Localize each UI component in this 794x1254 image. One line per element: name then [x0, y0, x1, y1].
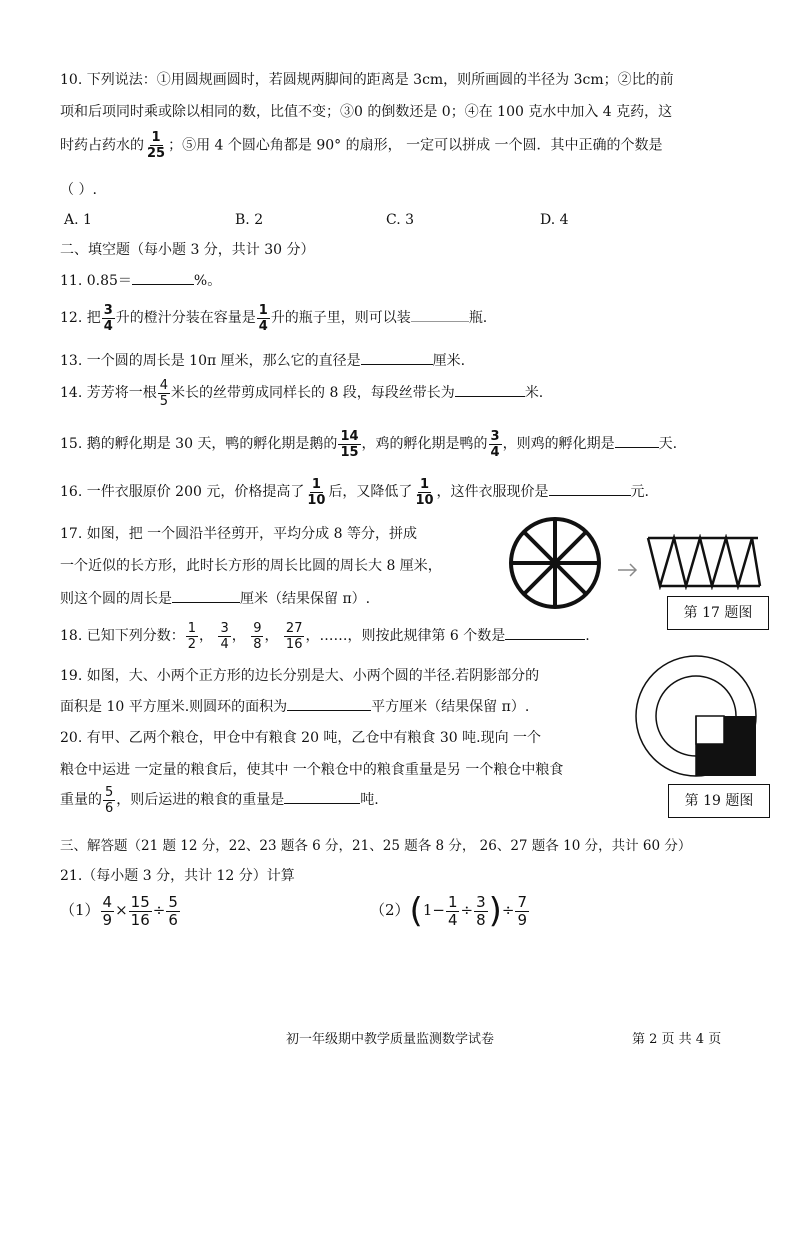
- q10-text: 时药占药水的: [60, 137, 144, 154]
- q18-period: .: [585, 628, 590, 644]
- q17-line2: 一个近似的长方形，此时长方形的周长比圆的周长大 8 厘米，: [60, 558, 442, 574]
- q20-unit: 吨.: [360, 792, 379, 808]
- frac-den: 6: [168, 910, 178, 929]
- q21-p1-frac3: [166, 894, 180, 929]
- q18-text: 18. 已知下列分数：: [60, 628, 185, 644]
- q10-option-c: C. 3: [386, 212, 415, 228]
- frac-num: 9: [253, 620, 262, 636]
- q15: [60, 426, 677, 462]
- frac-num: 3: [103, 302, 113, 318]
- q19-line2: [60, 696, 529, 717]
- footer-title: 初一年级期中教学质量监测数学试卷: [286, 1032, 495, 1047]
- q12-text3: 升的瓶子里，则可以装: [270, 310, 411, 326]
- q15-text2: ，鸡的孵化期是鸭的: [361, 436, 488, 452]
- frac-num: 1: [187, 620, 196, 636]
- q20-line2: 粮仓中运进 一定量的粮食后，使其中 一个粮仓中的粮食重量是另 一个粮仓中粮食: [60, 762, 564, 778]
- q15-unit: 天.: [658, 436, 678, 452]
- frac-num: 3: [220, 620, 229, 636]
- q19-line1: 19. 如图，大、小两个正方形的边长分别是大、小两个圆的半径.若阴影部分的: [60, 668, 540, 684]
- q21-p2-frac2: [474, 894, 488, 929]
- q19-text2: 平方厘米（结果保留 π）.: [371, 699, 530, 715]
- frac-den: 2: [187, 636, 196, 652]
- q20-text: 重量的: [60, 792, 102, 808]
- frac-num: 5: [105, 784, 114, 800]
- q16-text3: ，这件衣服现价是: [436, 484, 549, 500]
- q16-unit: 元.: [630, 484, 649, 500]
- q19-annulus-figure: [634, 654, 768, 780]
- q21-part1: [60, 890, 181, 930]
- q21-p1-frac2: [129, 894, 152, 929]
- q15-frac2: [489, 429, 502, 460]
- q17-circle-figure: [500, 516, 612, 610]
- q21-p1-frac1: [101, 894, 115, 929]
- q15-blank: [615, 433, 659, 448]
- q11: [60, 270, 221, 291]
- q16-blank: [549, 481, 631, 496]
- q18-frac4: [284, 621, 305, 652]
- q16-frac2: [413, 477, 435, 508]
- q14-frac: [158, 378, 170, 409]
- q16-text: 16. 一件衣服原价 200 元，价格提高了: [60, 484, 305, 500]
- q10-fraction: [145, 130, 167, 161]
- q10-text2: ；⑤用 4 个圆心角都是 90° 的扇形， 一定可以拼成 一个圆．其中正确的个数是: [168, 137, 663, 154]
- q12-frac2: [257, 303, 270, 334]
- q12-frac1: [102, 303, 115, 334]
- section3-heading: 三、解答题（21 题 12 分，22、23 题各 6 分，21、25 题各 8 分， 26、27 题各 10 分，共计 60 分）: [60, 838, 692, 854]
- q12-unit: 瓶.: [468, 310, 488, 326]
- frac-den: 10: [415, 492, 434, 508]
- right-paren: ): [488, 891, 502, 931]
- q21-part2: [370, 890, 530, 931]
- frac-num: 4: [102, 892, 113, 911]
- q17-text2: 厘米（结果保留 π）.: [240, 591, 371, 607]
- frac-num: 1: [258, 302, 268, 318]
- frac-num: 1: [419, 476, 429, 492]
- q17-blank: [172, 588, 240, 603]
- frac-den: 10: [307, 492, 326, 508]
- frac-num: 5: [168, 892, 178, 911]
- frac-num: 1: [447, 892, 458, 911]
- divide-sign: ÷: [460, 901, 474, 919]
- q10-option-a: A. 1: [64, 212, 92, 228]
- q14-unit: 米.: [524, 385, 544, 401]
- q10-answer-paren: （ ）.: [60, 182, 97, 198]
- q14-text: 14. 芳芳将一根: [60, 385, 157, 401]
- divide-sign: ÷: [152, 901, 166, 919]
- frac-num: 14: [340, 428, 359, 444]
- frac-den: 8: [476, 910, 486, 929]
- q18-frac3: [251, 621, 263, 652]
- q13: [60, 350, 465, 371]
- q17-text: 则这个圆的周长是: [60, 591, 172, 607]
- frac-num: 27: [285, 620, 303, 636]
- q21-p2-label: （2）: [370, 901, 410, 919]
- q19-figure-caption: 第 19 题图: [668, 784, 770, 818]
- divide-sign: ÷: [501, 901, 515, 919]
- q21-p2-frac1: [446, 894, 460, 929]
- q21-p1-label: （1）: [60, 901, 100, 919]
- q17-rectangle-figure: [646, 534, 764, 590]
- q19-text: 面积是 10 平方厘米.则圆环的面积为: [60, 699, 288, 715]
- q17-figure-caption: 第 17 题图: [667, 596, 769, 630]
- frac-den: 15: [340, 444, 359, 460]
- q19-blank: [287, 696, 371, 711]
- frac-den: 5: [159, 393, 168, 409]
- frac-den: 9: [102, 910, 113, 929]
- q15-frac1: [338, 429, 360, 460]
- frac-den: 4: [258, 318, 268, 334]
- frac-num: 1: [311, 476, 321, 492]
- q13-unit: 厘米.: [432, 353, 466, 369]
- q15-text3: ，则鸡的孵化期是: [502, 436, 615, 452]
- q20-blank: [284, 789, 360, 804]
- q17-line3: [60, 588, 370, 609]
- q21-title: 21.（每小题 3 分，共计 12 分）计算: [60, 868, 295, 884]
- q11-text: 11. 0.85＝: [60, 273, 132, 289]
- frac-num: 3: [490, 428, 500, 444]
- frac-den: 25: [147, 146, 166, 161]
- q10-line2: 项和后项同时乘或除以相同的数，比值不变；③0 的倒数还是 0；④在 100 克水中加入 4 克药，这: [60, 104, 673, 120]
- q10-option-b: B. 2: [235, 212, 264, 228]
- q14-blank: [455, 382, 525, 397]
- q12-blank: [411, 307, 469, 322]
- q20-line1: 20. 有甲、乙两个粮仓，甲仓中有粮食 20 吨，乙仓中有粮食 30 吨.现向 一个: [60, 730, 542, 746]
- q20-text2: ，则后运进的粮食的重量是: [116, 792, 285, 808]
- q14: [60, 375, 543, 411]
- q21-p2-frac3: [515, 894, 529, 929]
- arrow-icon: [616, 560, 646, 580]
- q16-frac1: [305, 477, 327, 508]
- q12-text: 12. 把: [60, 310, 101, 326]
- section2-heading: 二、填空题（每小题 3 分，共计 30 分）: [60, 242, 315, 258]
- frac-den: 8: [253, 636, 262, 652]
- frac-num: 15: [130, 892, 150, 911]
- frac-den: 4: [490, 444, 500, 460]
- q12-text2: 升的橙汁分装在容量是: [115, 310, 256, 326]
- frac-den: 16: [285, 636, 303, 652]
- q15-text: 15. 鹅的孵化期是 30 天，鸭的孵化期是鹅的: [60, 436, 338, 452]
- q20-line3: [60, 780, 379, 820]
- q18-text2: ，……，则按此规律第 6 个数是: [305, 628, 506, 644]
- q17-line1: 17. 如图，把 一个圆沿半径剪开，平均分成 8 等分，拼成: [60, 526, 417, 542]
- q18-blank: [505, 625, 585, 640]
- q16: [60, 474, 649, 510]
- frac-num: 1: [151, 130, 161, 145]
- q13-text: 13. 一个圆的周长是 10π 厘米，那么它的直径是: [60, 353, 361, 369]
- frac-num: 3: [476, 892, 486, 911]
- q18-frac1: [186, 621, 198, 652]
- q18-frac2: [218, 621, 230, 652]
- page-number: 第 2 页 共 4 页: [632, 1032, 722, 1047]
- frac-den: 4: [103, 318, 113, 334]
- frac-den: 16: [130, 910, 150, 929]
- frac-num: 7: [517, 892, 527, 911]
- q10-option-d: D. 4: [540, 212, 569, 228]
- q10-line3: [60, 130, 663, 161]
- frac-den: 4: [220, 636, 229, 652]
- frac-num: 4: [159, 377, 168, 393]
- q18: 18. 已知下列分数： $\frac{1}{2}$ ， $\frac{3}{4}$ ， $\frac{9}{8}$ ， $\frac{27}{16}$ ，……，则按此规律第 6 个数是 .: [60, 620, 590, 652]
- q14-text2: 米长的丝带剪成同样长的 8 段，每段丝带长为: [171, 385, 455, 401]
- q11-unit: %。: [193, 273, 222, 289]
- q12: [60, 300, 487, 336]
- q16-text2: 后，又降低了: [328, 484, 413, 500]
- frac-den: 9: [517, 910, 527, 929]
- times-sign: ×: [115, 901, 128, 919]
- q13-blank: [361, 350, 433, 365]
- q20-frac: [103, 785, 115, 816]
- frac-den: 6: [105, 800, 114, 816]
- q10-line1: 10. 下列说法：①用圆规画圆时，若圆规两脚间的距离是 3cm，则所画圆的半径为 3cm；②比的前: [60, 72, 674, 88]
- q11-blank: [132, 270, 194, 285]
- left-paren: (: [409, 891, 423, 931]
- frac-den: 4: [447, 910, 458, 929]
- q21-p2-one: 1−: [422, 901, 445, 919]
